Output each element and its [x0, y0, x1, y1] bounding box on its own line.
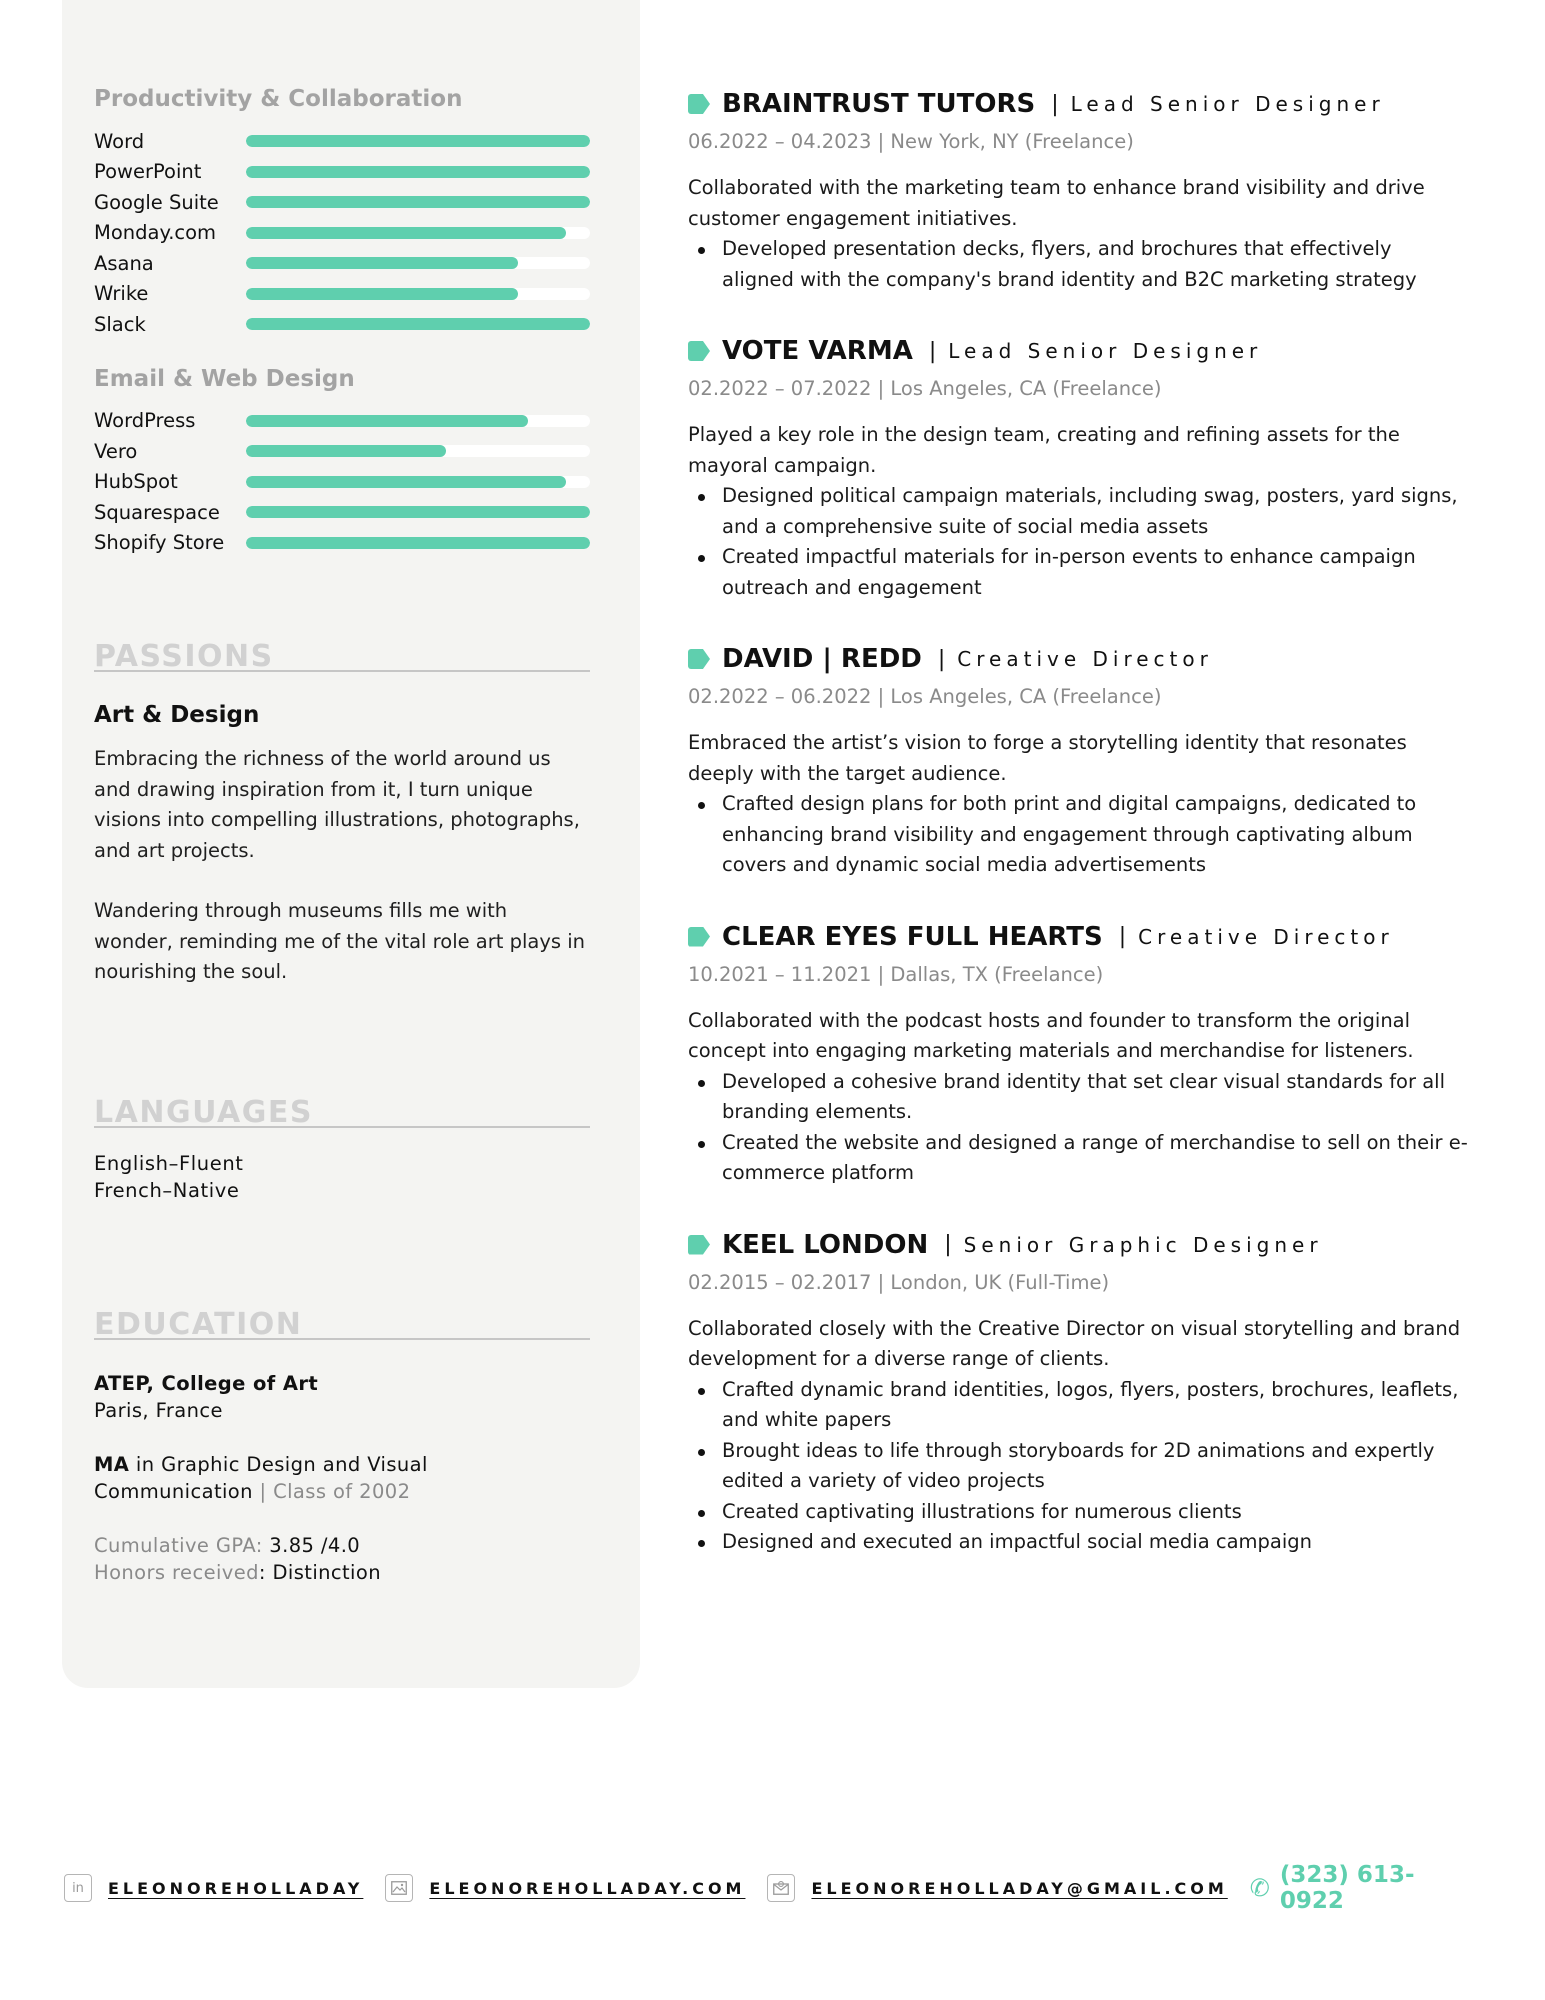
passions-heading [94, 636, 590, 672]
skill-bar-fill [246, 445, 446, 457]
website-link[interactable] [385, 1874, 745, 1902]
phone-link[interactable] [1250, 1862, 1462, 1914]
education-degree-line [94, 1478, 590, 1505]
passions-subtitle: Art & Design [94, 702, 260, 728]
job-bullet-list [688, 1375, 1468, 1558]
job-marker-icon [688, 927, 710, 947]
job-description: Collaborated with the podcast hosts and founder to transform the original concept into engaging marketing materials and merchandise for listeners. [688, 1008, 1414, 1062]
job-meta: 02.2022 – 06.2022 | Los Angeles, CA (Freelance) [688, 685, 1162, 708]
skill-name: Word [94, 129, 145, 153]
education-heading-text: EDUCATION [94, 1306, 303, 1342]
linkedin-text[interactable]: ELEONOREHOLLADAY [108, 1878, 364, 1898]
skill-bar-track [246, 476, 590, 488]
skill-name: Squarespace [94, 500, 220, 524]
job-company: BRAINTRUST TUTORS [722, 89, 1036, 119]
skill-row [94, 309, 590, 340]
job-bullet: Designed and executed an impactful social media campaign [722, 1527, 1468, 1558]
phone-text[interactable]: (323) 613-0922 [1279, 1862, 1415, 1914]
job-meta: 06.2022 – 04.2023 | New York, NY (Freelance) [688, 130, 1134, 153]
sidebar [62, 0, 640, 1688]
job-bullet: Designed political campaign materials, including swag, posters, yard signs, and a comprehensive suite of social media assets [722, 481, 1468, 542]
skill-bar-track [246, 166, 590, 178]
skill-bar-fill [246, 476, 566, 488]
job-separator: | [928, 338, 937, 364]
job-marker-icon [688, 1235, 710, 1255]
skills-productivity [94, 86, 590, 340]
education-honors-label: Honors received [94, 1560, 259, 1584]
education-school-block [94, 1370, 590, 1424]
education-degree-block [94, 1451, 590, 1505]
job-entry [688, 641, 1468, 881]
job-marker-icon [688, 649, 710, 669]
job-meta: 02.2022 – 07.2022 | Los Angeles, CA (Freelance) [688, 377, 1162, 400]
skill-group-title: Email & Web Design [94, 365, 355, 392]
job-bullet: Created captivating illustrations for numerous clients [722, 1497, 1468, 1528]
job-description: Played a key role in the design team, creating and refining assets for the mayoral campaign. [688, 423, 1400, 477]
languages-list [94, 1150, 590, 1204]
skill-name: Shopify Store [94, 531, 225, 555]
education-degree-abbr: MA [94, 1452, 130, 1476]
skill-bar-track [246, 257, 590, 269]
job-bullet: Developed presentation decks, flyers, and brochures that effectively aligned with the company's brand identity and B2C marketing strategy [722, 234, 1468, 295]
job-meta: 02.2015 – 02.2017 | London, UK (Full-Time) [688, 1270, 1110, 1294]
skill-name: Asana [94, 251, 154, 275]
skill-bar-track [246, 318, 590, 330]
job-role: Creative Director [957, 647, 1213, 671]
job-bullet-list [688, 1067, 1468, 1189]
skill-row [94, 218, 590, 249]
skill-row [94, 406, 590, 437]
skill-bar-track [246, 227, 590, 239]
skill-bar-track [246, 445, 590, 457]
job-role: Lead Senior Designer [948, 339, 1263, 363]
job-bullet: Crafted design plans for both print and digital campaigns, dedicated to enhancing brand visibility and engagement through captivating album covers and dynamic social media advertisements [722, 789, 1468, 881]
job-marker-icon [688, 94, 710, 114]
education-heading [94, 1304, 590, 1340]
skill-bar-fill [246, 318, 590, 330]
skill-name: HubSpot [94, 470, 178, 494]
skill-name: Vero [94, 439, 138, 463]
job-header [688, 641, 1468, 677]
education-gpa-block [94, 1532, 590, 1586]
phone-icon: ✆ [1249, 1874, 1270, 1902]
skill-bar-fill [246, 196, 590, 208]
job-bullet: Developed a cohesive brand identity that set clear visual standards for all branding elements. [722, 1067, 1468, 1128]
job-description: Collaborated with the marketing team to enhance brand visibility and drive customer engagement initiatives. [688, 176, 1425, 230]
skill-row [94, 436, 590, 467]
email-text[interactable]: ELEONOREHOLLADAY@GMAIL.COM [811, 1878, 1228, 1898]
job-bullet-list [688, 789, 1468, 881]
education-gpa [94, 1532, 590, 1559]
job-entry [688, 919, 1468, 1189]
job-description: Collaborated closely with the Creative Director on visual storytelling and brand development for a diverse range of clients. [688, 1316, 1461, 1370]
education-degree-text: Communication [94, 1479, 253, 1503]
skill-bar-fill [246, 415, 528, 427]
skill-bar-fill [246, 166, 590, 178]
languages-section [94, 1092, 590, 1204]
skill-bar-fill [246, 257, 518, 269]
job-marker-icon [688, 341, 710, 361]
skill-bar-track [246, 135, 590, 147]
skill-bar-track [246, 288, 590, 300]
job-header [688, 333, 1468, 369]
skill-row [94, 279, 590, 310]
job-separator: | [944, 1232, 952, 1257]
skill-bar-track [246, 196, 590, 208]
skill-bar-track [246, 506, 590, 518]
job-separator: | [1118, 924, 1127, 949]
experience-column [688, 86, 1468, 1596]
job-role: Senior Graphic Designer [963, 1232, 1323, 1257]
education-school: ATEP, College of Art [94, 1371, 319, 1395]
skill-row [94, 467, 590, 498]
skill-name: PowerPoint [94, 160, 202, 184]
job-description: Embraced the artist’s vision to forge a storytelling identity that resonates deeply with the target audience. [688, 731, 1407, 785]
education-gpa-value: 3.85 /4.0 [269, 1533, 361, 1557]
languages-heading [94, 1092, 590, 1128]
job-entry [688, 86, 1468, 295]
skill-row [94, 248, 590, 279]
skill-row [94, 187, 590, 218]
job-company: CLEAR EYES FULL HEARTS [722, 921, 1103, 952]
job-role: Creative Director [1138, 924, 1394, 949]
job-bullet-list [688, 234, 1468, 295]
website-text[interactable]: ELEONOREHOLLADAY.COM [429, 1878, 746, 1898]
job-header [688, 86, 1468, 122]
skill-list-productivity [94, 126, 590, 340]
job-company: VOTE VARMA [722, 336, 913, 366]
sidebar-content [94, 86, 590, 1586]
job-bullet: Crafted dynamic brand identities, logos, flyers, posters, brochures, leaflets, and white papers [722, 1375, 1468, 1436]
skill-row [94, 497, 590, 528]
language-item: English–Fluent [94, 1151, 244, 1175]
skill-name: WordPress [94, 409, 196, 433]
email-icon [767, 1874, 795, 1902]
job-separator: | [937, 646, 946, 672]
education-class: | Class of 2002 [252, 1479, 411, 1503]
skill-name: Google Suite [94, 190, 219, 214]
job-company: DAVID | REDD [722, 644, 922, 674]
job-entry [688, 333, 1468, 603]
skill-group-title: Productivity & Collaboration [94, 86, 463, 112]
job-role: Lead Senior Designer [1070, 92, 1385, 116]
languages-heading-text: LANGUAGES [94, 1094, 313, 1130]
skill-list-email-web [94, 406, 590, 559]
skill-bar-track [246, 537, 590, 549]
skill-name: Slack [94, 312, 146, 336]
job-company: KEEL LONDON [722, 1229, 929, 1260]
passions-paragraph: Wandering through museums fills me with wonder, reminding me of the vital role art plays in nourishing the soul. [94, 899, 586, 983]
job-header [688, 1227, 1468, 1263]
passions-paragraph: Embracing the richness of the world around us and drawing inspiration from it, I turn unique visions into compelling illustrations, photographs, and art projects. [94, 747, 580, 862]
language-item: French–Native [94, 1178, 240, 1202]
job-header [688, 919, 1468, 955]
skill-bar-fill [246, 288, 518, 300]
skill-bar-fill [246, 537, 590, 549]
education-gpa-label: Cumulative GPA: [94, 1533, 270, 1557]
education-location: Paris, France [94, 1398, 223, 1422]
skill-bar-track [246, 415, 590, 427]
linkedin-icon: in [64, 1874, 92, 1902]
education-degree-text: in Graphic Design and Visual [129, 1452, 428, 1476]
passions-section [94, 636, 590, 988]
skill-bar-fill [246, 227, 566, 239]
contact-footer [64, 1862, 1484, 1914]
email-link[interactable] [767, 1874, 1227, 1902]
linkedin-link[interactable] [64, 1874, 363, 1902]
skill-bar-fill [246, 506, 590, 518]
skill-name: Wrike [94, 282, 149, 306]
job-separator: | [1051, 91, 1059, 117]
image-icon [385, 1874, 413, 1902]
job-bullet: Created the website and designed a range of merchandise to sell on their e-commerce platform [722, 1128, 1468, 1189]
passions-heading-text: PASSIONS [94, 639, 274, 674]
education-honors-value: : Distinction [258, 1560, 381, 1584]
skill-bar-fill [246, 135, 590, 147]
education-degree-line [94, 1451, 590, 1478]
skill-row [94, 126, 590, 157]
education-section [94, 1304, 590, 1586]
job-bullet: Brought ideas to life through storyboards for 2D animations and expertly edited a variety of video projects [722, 1436, 1468, 1497]
job-meta: 10.2021 – 11.2021 | Dallas, TX (Freelance) [688, 962, 1104, 986]
job-bullet-list [688, 481, 1468, 603]
job-bullet: Created impactful materials for in-person events to enhance campaign outreach and engagement [722, 542, 1468, 603]
education-honors [94, 1559, 590, 1586]
skill-row [94, 157, 590, 188]
job-entry [688, 1227, 1468, 1558]
skills-email-web [94, 366, 590, 559]
skill-row [94, 528, 590, 559]
skill-name: Monday.com [94, 221, 217, 245]
